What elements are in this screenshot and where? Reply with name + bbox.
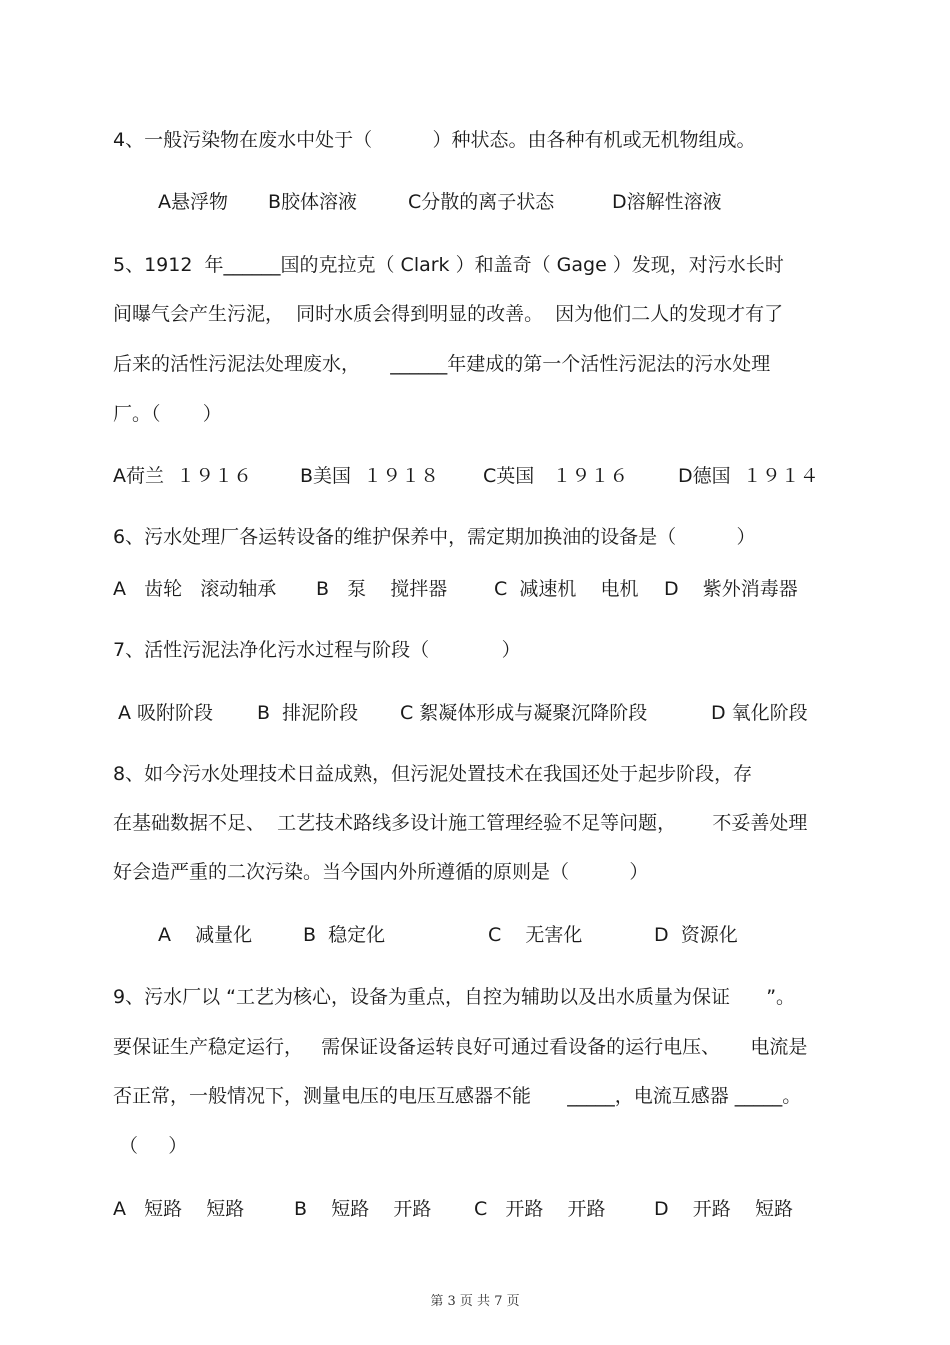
- q8-line-3: 好会造严重的二次污染。当今国内外所遵循的原则是（ ）: [113, 861, 649, 883]
- q5-line-2: 间曝气会产生污泥， 同时水质会得到明显的改善。 因为他们二人的发现才有了: [113, 303, 784, 325]
- q4-option-c: C分散的离子状态: [408, 191, 555, 213]
- q4-option-b: B胶体溶液: [268, 191, 358, 213]
- q9-option-b: B 短路 开路: [294, 1198, 432, 1220]
- q8-option-d: D 资源化: [654, 924, 738, 946]
- q5-line-3: 后来的活性污泥法处理废水， ______年建成的第一个活性污泥法的污水处理: [113, 353, 771, 375]
- q7-line-1: 7、活性污泥法净化污水过程与阶段（ ）: [113, 639, 521, 661]
- q5-option-a: A荷兰 １９１６: [113, 465, 253, 487]
- page-footer: 第 3 页 共 7 页: [430, 1294, 520, 1309]
- q6-option-c: C 减速机 电机: [494, 578, 639, 600]
- q6-option-a: A 齿轮 滚动轴承: [113, 578, 277, 600]
- q5-line-1: 5、1912 年______国的克拉克（ Clark ）和盖奇（ Gage ）发现，对污水长时: [113, 254, 784, 276]
- q8-option-c: C 无害化: [488, 924, 583, 946]
- q5-option-d: D德国 １９１４: [678, 465, 819, 487]
- q6-option-d: D 紫外消毒器: [664, 578, 798, 600]
- q4-option-d: D溶解性溶液: [612, 191, 722, 213]
- q8-option-b: B 稳定化: [303, 924, 386, 946]
- q5-option-b: B美国 １９１８: [300, 465, 440, 487]
- q9-option-d: D 开路 短路: [654, 1198, 793, 1220]
- q7-option-d: D 氧化阶段: [711, 702, 808, 724]
- q9-line-2: 要保证生产稳定运行， 需保证设备运转良好可通过看设备的运行电压、 电流是: [113, 1036, 808, 1058]
- q9-line-3: 否正常，一般情况下，测量电压的电压互感器不能 _____，电流互感器 _____。: [113, 1085, 802, 1107]
- q5-option-c: C英国 １９１６: [483, 465, 629, 487]
- q6-option-b: B 泵 搅拌器: [316, 578, 448, 600]
- q9-option-a: A 短路 短路: [113, 1198, 245, 1220]
- q5-line-4: 厂。（ ）: [113, 403, 222, 425]
- q8-line-1: 8、如今污水处理技术日益成熟，但污泥处置技术在我国还处于起步阶段，存: [113, 763, 753, 785]
- q4-line-1: 4、一般污染物在废水中处于（ ）种状态。由各种有机或无机物组成。: [113, 129, 756, 151]
- q7-option-c: C 絮凝体形成与凝聚沉降阶段: [400, 702, 648, 724]
- q8-option-a: A 减量化: [158, 924, 253, 946]
- q9-option-c: C 开路 开路: [474, 1198, 606, 1220]
- q7-option-b: B 排泥阶段: [257, 702, 359, 724]
- q8-line-2: 在基础数据不足、 工艺技术路线多设计施工管理经验不足等问题， 不妥善处理: [113, 812, 808, 834]
- q9-line-4: （ ）: [113, 1135, 188, 1157]
- q7-option-a: A 吸附阶段: [118, 702, 214, 724]
- q6-line-1: 6、污水处理厂各运转设备的维护保养中，需定期加换油的设备是（ ）: [113, 526, 756, 548]
- q4-option-a: A悬浮物: [158, 191, 228, 213]
- q9-line-1: 9、污水厂以 “工艺为核心，设备为重点，自控为辅助以及出水质量为保证 ”。: [113, 986, 796, 1008]
